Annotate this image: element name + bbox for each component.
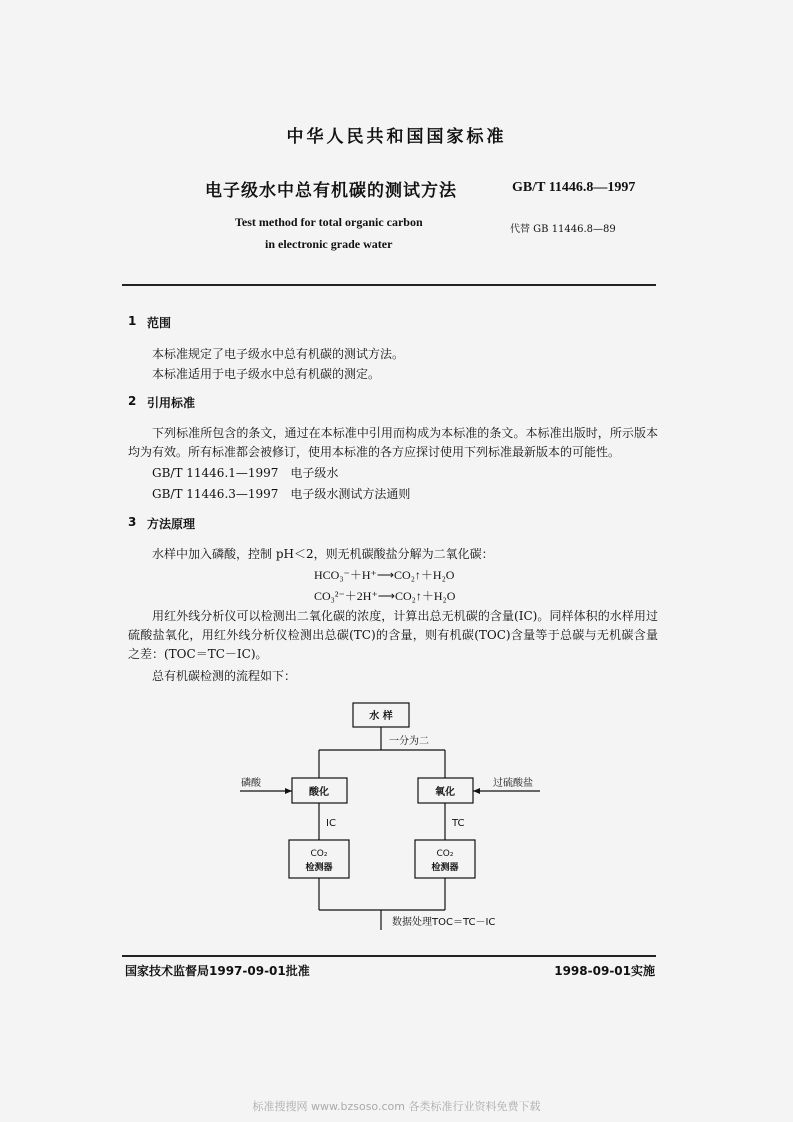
- flow-label-oxidize: 氧化: [435, 787, 455, 798]
- flow-label-persulfate: 过硫酸盐: [493, 778, 533, 789]
- section-3-paragraph-3: 总有机碳检测的流程如下：: [152, 669, 297, 683]
- section-3-heading: 方法原理: [147, 517, 196, 531]
- section-1-paragraph-1: 本标准规定了电子级水中总有机碳的测试方法。: [152, 347, 405, 361]
- flow-label-detector-right-line2: 检测器: [431, 863, 459, 873]
- site-watermark: 标准搜搜网 www.bzsoso.com 各类标准行业资料免费下载: [252, 1100, 541, 1113]
- implementation-date: 1998-09-01实施: [554, 964, 655, 978]
- equation-carbonate: CO₃²⁻＋2H⁺⟶CO₂↑＋H₂O: [314, 589, 456, 603]
- flow-label-split: 一分为二: [389, 736, 429, 747]
- arrowhead-phosphoric-acid: [285, 788, 292, 794]
- standard-number: GB/T 11446.8—1997: [512, 180, 636, 195]
- footer-divider: [122, 955, 656, 957]
- flow-label-acidify: 酸化: [309, 787, 329, 798]
- section-1-number: 1: [128, 314, 137, 328]
- flow-label-sample: 水 样: [369, 711, 393, 722]
- flow-label-tc: TC: [452, 818, 465, 829]
- section-2-paragraph-1: 下列标准所包含的条文，通过在本标准中引用而构成为本标准的条文。本标准出版时，所示版本均为有效。所有标准都会被修订，使用本标准的各方应探讨使用下列标准最新版本的可能性。: [128, 426, 658, 459]
- document-title-zh: 电子级水中总有机碳的测试方法: [205, 181, 457, 201]
- flow-label-detector-left-line1: CO₂: [310, 849, 328, 859]
- approval-date: 国家技术监督局1997-09-01批准: [125, 964, 310, 978]
- national-standard-heading: 中华人民共和国国家标准: [286, 127, 507, 147]
- section-3-number: 3: [128, 515, 137, 529]
- flow-label-detector-right-line1: CO₂: [436, 849, 454, 859]
- replaces-standard: 代替 GB 11446.8—89: [510, 224, 616, 235]
- section-3-paragraph-1: 水样中加入磷酸，控制 pH＜2，则无机碳酸盐分解为二氧化碳：: [152, 547, 494, 561]
- section-2-reference-2: GB/T 11446.3—1997 电子级水测试方法通则: [152, 487, 411, 501]
- section-3-paragraph-2: 用红外线分析仪可以检测出二氧化碳的浓度，计算出总无机碳的含量(IC)。同样体积的水样用过硫酸盐氧化，用红外线分析仪检测出总碳(TC)的含量，则有机碳(TOC)含量等于总碳与无机碳含量之差：(TOC＝TC－IC)。: [128, 609, 658, 661]
- section-2-reference-1: GB/T 11446.1—1997 电子级水: [152, 466, 339, 480]
- section-1-paragraph-2: 本标准适用于电子级水中总有机碳的测定。: [152, 367, 381, 381]
- document-title-en-line2: in electronic grade water: [265, 237, 393, 251]
- equation-bicarbonate: HCO₃⁻＋H⁺⟶CO₂↑＋H₂O: [314, 568, 455, 582]
- arrowhead-persulfate: [473, 788, 480, 794]
- section-1-heading: 范围: [147, 316, 172, 330]
- flow-label-data-processing: 数据处理TOC＝TC－IC: [392, 917, 496, 928]
- section-2-number: 2: [128, 394, 137, 408]
- section-2-heading: 引用标准: [147, 396, 196, 410]
- flow-label-phosphoric-acid: 磷酸: [241, 778, 261, 789]
- flow-label-ic: IC: [326, 818, 336, 829]
- document-title-en-line1: Test method for total organic carbon: [235, 215, 423, 229]
- flow-label-detector-left-line2: 检测器: [305, 863, 333, 873]
